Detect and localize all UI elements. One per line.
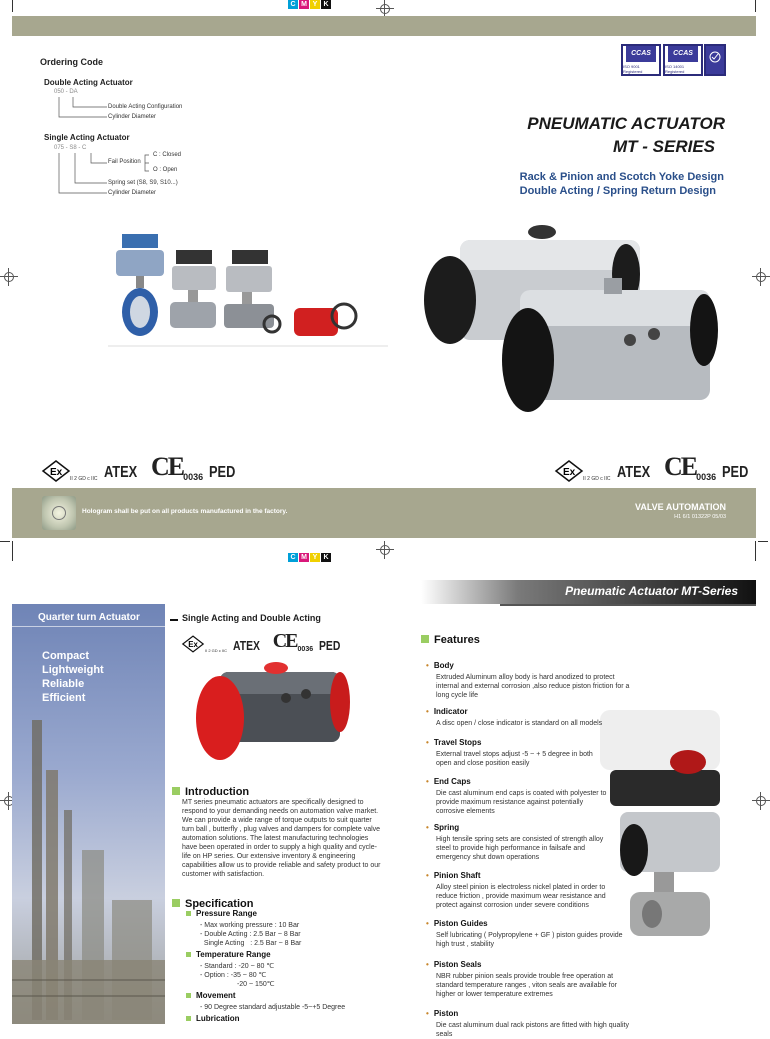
red-actuator-image [190,658,360,768]
features-heading [421,630,480,648]
feature-piston-guides [426,919,636,949]
crop-mark [755,0,756,12]
cmyk-color-bar-mid [288,553,331,562]
feature-text: Extruded Aluminum alloy body is hard anodized to protect internal and external corrosion ,also reduce piston friction for a long cycle life [436,674,630,699]
product-title-line1: PNEUMATIC ACTUATOR [527,114,725,133]
features-title: Features [434,634,480,646]
single-fail-closed: C : Closed [153,152,182,158]
spec-pressure-line: Single Acting : 2.5 Bar ~ 8 Bar [200,940,302,947]
feature-end-caps [426,777,611,816]
bullet-square-icon [172,899,180,907]
svg-text:Ex: Ex [188,640,198,650]
registration-mark-left [0,268,18,286]
refinery-image [12,700,165,1024]
single-acting-title: Single Acting Actuator [44,133,130,142]
spec-pressure-head: Pressure Range [186,909,386,918]
feature-piston [426,1009,636,1038]
svg-text:Ex: Ex [563,467,576,478]
certification-marks-page2 [182,630,346,653]
ce-number: 0036 [183,472,204,482]
feature-title: • Pinion Shaft [426,871,616,880]
spec-title: Specification [185,898,254,910]
certification-marks-left [42,452,242,482]
feature-travel-stops [426,738,606,768]
bullet-square-icon [172,787,180,795]
feature-title: • Body [426,661,636,670]
ukas-badge-icon [704,44,726,76]
sidebar-item-efficient: Efficient [42,692,86,704]
cmyk-k: K [321,0,331,9]
subtitle-line2: Double Acting / Spring Return Design [519,185,716,197]
feature-title: • Piston Seals [426,960,626,969]
ce-mark: CE [664,452,697,481]
cmyk-color-bar-top [288,0,331,9]
ped-mark: PED [722,464,749,481]
feature-title: • Indicator [426,707,636,716]
single-acting-code: 075 - S8 - C [54,145,87,151]
double-acting-code: 050 - DA [54,89,78,95]
product-title-line2: MT - SERIES [612,137,715,156]
intro-text: MT series pneumatic actuators are specifically designed to respond to your demanding needs on automation valve market. We can provide a wide range of torque outputs to suit quarter turn ball , butterfly , plug valves and dampers for complete valve automation solutions. The latest manufacturing technologies have been operated in order to supply a high quality and cycle-life on HP series. Our extensive inventory & engineering capabilities allow us to provide reliable and safety product to our customer with satisfaction. [182,799,381,878]
spec-pressure-line: - Double Acting : 2.5 Bar ~ 8 Bar [200,931,301,938]
bullet-square-icon [421,635,429,643]
single-line-1: Spring set (S8, S9, S10...) [108,180,178,186]
feature-indicator [426,707,636,728]
feature-title: • Travel Stops [426,738,606,747]
ce-number: 0036 [696,472,717,482]
double-acting-title: Double Acting Actuator [44,78,133,87]
sidebar-item-lightweight: Lightweight [42,664,104,676]
ordering-code-title: Ordering Code [40,57,104,67]
crop-mark [755,541,756,561]
feature-text: External travel stops adjust -5 ~ + 5 degree in both open and close position easily [436,751,593,767]
doc-code: H1 6/1 01322P 05/03 [674,514,726,520]
double-acting-code-diagram [55,95,110,123]
atex-mark: ATEX [233,638,260,653]
ped-mark: PED [319,638,341,653]
cmyk-c: C [288,0,298,9]
ce-number: 0036 [297,646,314,653]
ce-mark: CE [272,630,297,652]
cmyk-k: K [321,553,331,562]
atex-mark: ATEX [103,464,137,481]
page2-header-stripe [500,604,756,606]
page2-header-bar [12,580,756,604]
svg-text:Ex: Ex [50,467,63,478]
cmyk-y: Y [310,553,320,562]
hologram-note: Hologram shall be put on all products manufactured in the factory. [82,508,288,515]
sidebar-panel [12,604,165,1024]
ex-mark-icon [42,460,70,482]
ex-mark-icon [555,460,583,482]
feature-text: Self lubricating ( Polypropylene + GF ) piston guides provide high trust , stability [436,932,623,948]
sidebar-item-reliable: Reliable [42,678,85,690]
hologram-icon [42,496,76,530]
atex-mark: ATEX [616,464,650,481]
crop-mark [12,541,13,561]
double-line-2: Cylinder Diameter [108,114,157,120]
spec-movement-line: - 90 Degree standard adjustable -5~+5 Degree [200,1004,346,1011]
feature-text: NBR rubber pinion seals provide trouble free operation at standard temperature ranges , viton seals are available for higher or lower temperature extremes [436,973,617,998]
ce-mark: CE [151,452,184,481]
ccas-cert-badge-2: CCAS ISO 14001 Registered [663,44,703,76]
spec-temperature-line: - Option : -35 ~ 80 ℃ [200,972,267,979]
ex-sub-label: II 2 GD c IIC [205,648,228,653]
feature-text: High tensile spring sets are consisted of strength alloy steel to provide high performance in failsafe and emergency shut down operations [436,836,604,861]
registration-mark-mid [376,541,394,559]
spec-temperature-head: Temperature Range [186,950,386,959]
feature-title: • Piston Guides [426,919,636,928]
crop-mark [0,541,10,542]
content-title: Single Acting and Double Acting [182,613,321,623]
feature-body [426,661,636,700]
spec-temperature-line: -20 ~ 150℃ [200,981,275,988]
spec-temperature-line: - Standard : -20 ~ 80 ℃ [200,963,275,970]
sidebar-title-underline [12,626,165,627]
feature-text: Alloy steel pinion is electroless nickel plated in order to reduce friction , provide maximum wear resistance and protect against corrosion under severe conditions [436,884,606,909]
intro-title: Introduction [185,786,250,798]
cmyk-c: C [288,553,298,562]
spec-list [186,909,386,1023]
page2-header-title: Pneumatic Actuator MT-Series [565,584,738,598]
single-fail-label: Fail Position [108,159,141,165]
certification-marks-right [555,452,755,482]
subtitle-line1: Rack & Pinion and Scotch Yoke Design [519,171,724,183]
single-fail-open: O : Open [153,167,178,173]
single-line-2: Cylinder Diameter [108,190,157,196]
content-title-dash [170,619,178,621]
feature-title: • Spring [426,823,611,832]
ex-mark-icon [182,635,204,653]
spec-lubrication-head: Lubrication [186,1014,386,1023]
ex-sub-label: II 2 GD c IIC [583,476,611,482]
top-band [12,16,756,36]
feature-title: • End Caps [426,777,611,786]
feature-text: A disc open / close indicator is standard on all models [436,720,603,727]
brand-name: VALVE AUTOMATION [635,502,726,512]
crop-mark [758,541,768,542]
feature-text: Die cast aluminum dual rack pistons are fitted with high quality seals [436,1022,629,1038]
feature-spring [426,823,611,862]
pneumatic-actuator-image [420,220,720,430]
sidebar-title: Quarter turn Actuator [38,612,140,623]
crop-mark [12,0,13,12]
ex-sub-label: II 2 GD c IIC [70,476,98,482]
double-line-1: Double Acting Configuration [108,104,183,110]
feature-pinion-shaft [426,871,616,910]
feature-title: • Piston [426,1009,636,1018]
cmyk-m: M [299,0,309,9]
feature-text: Die cast aluminum end caps is coated with polyester to provide maximum resistance against potentially corrosive elements [436,790,607,815]
valve-products-image [108,224,388,348]
cmyk-m: M [299,553,309,562]
spec-pressure-line: - Max working pressure : 10 Bar [200,922,300,929]
spec-movement-head: Movement [186,991,386,1000]
bottom-band [12,488,756,538]
ccas-cert-badge-1: CCAS ISO 9001 Registered [621,44,661,76]
sidebar-item-compact: Compact [42,650,90,662]
registration-mark-right [752,268,770,286]
ped-mark: PED [209,464,236,481]
cmyk-y: Y [310,0,320,9]
feature-piston-seals [426,960,626,999]
